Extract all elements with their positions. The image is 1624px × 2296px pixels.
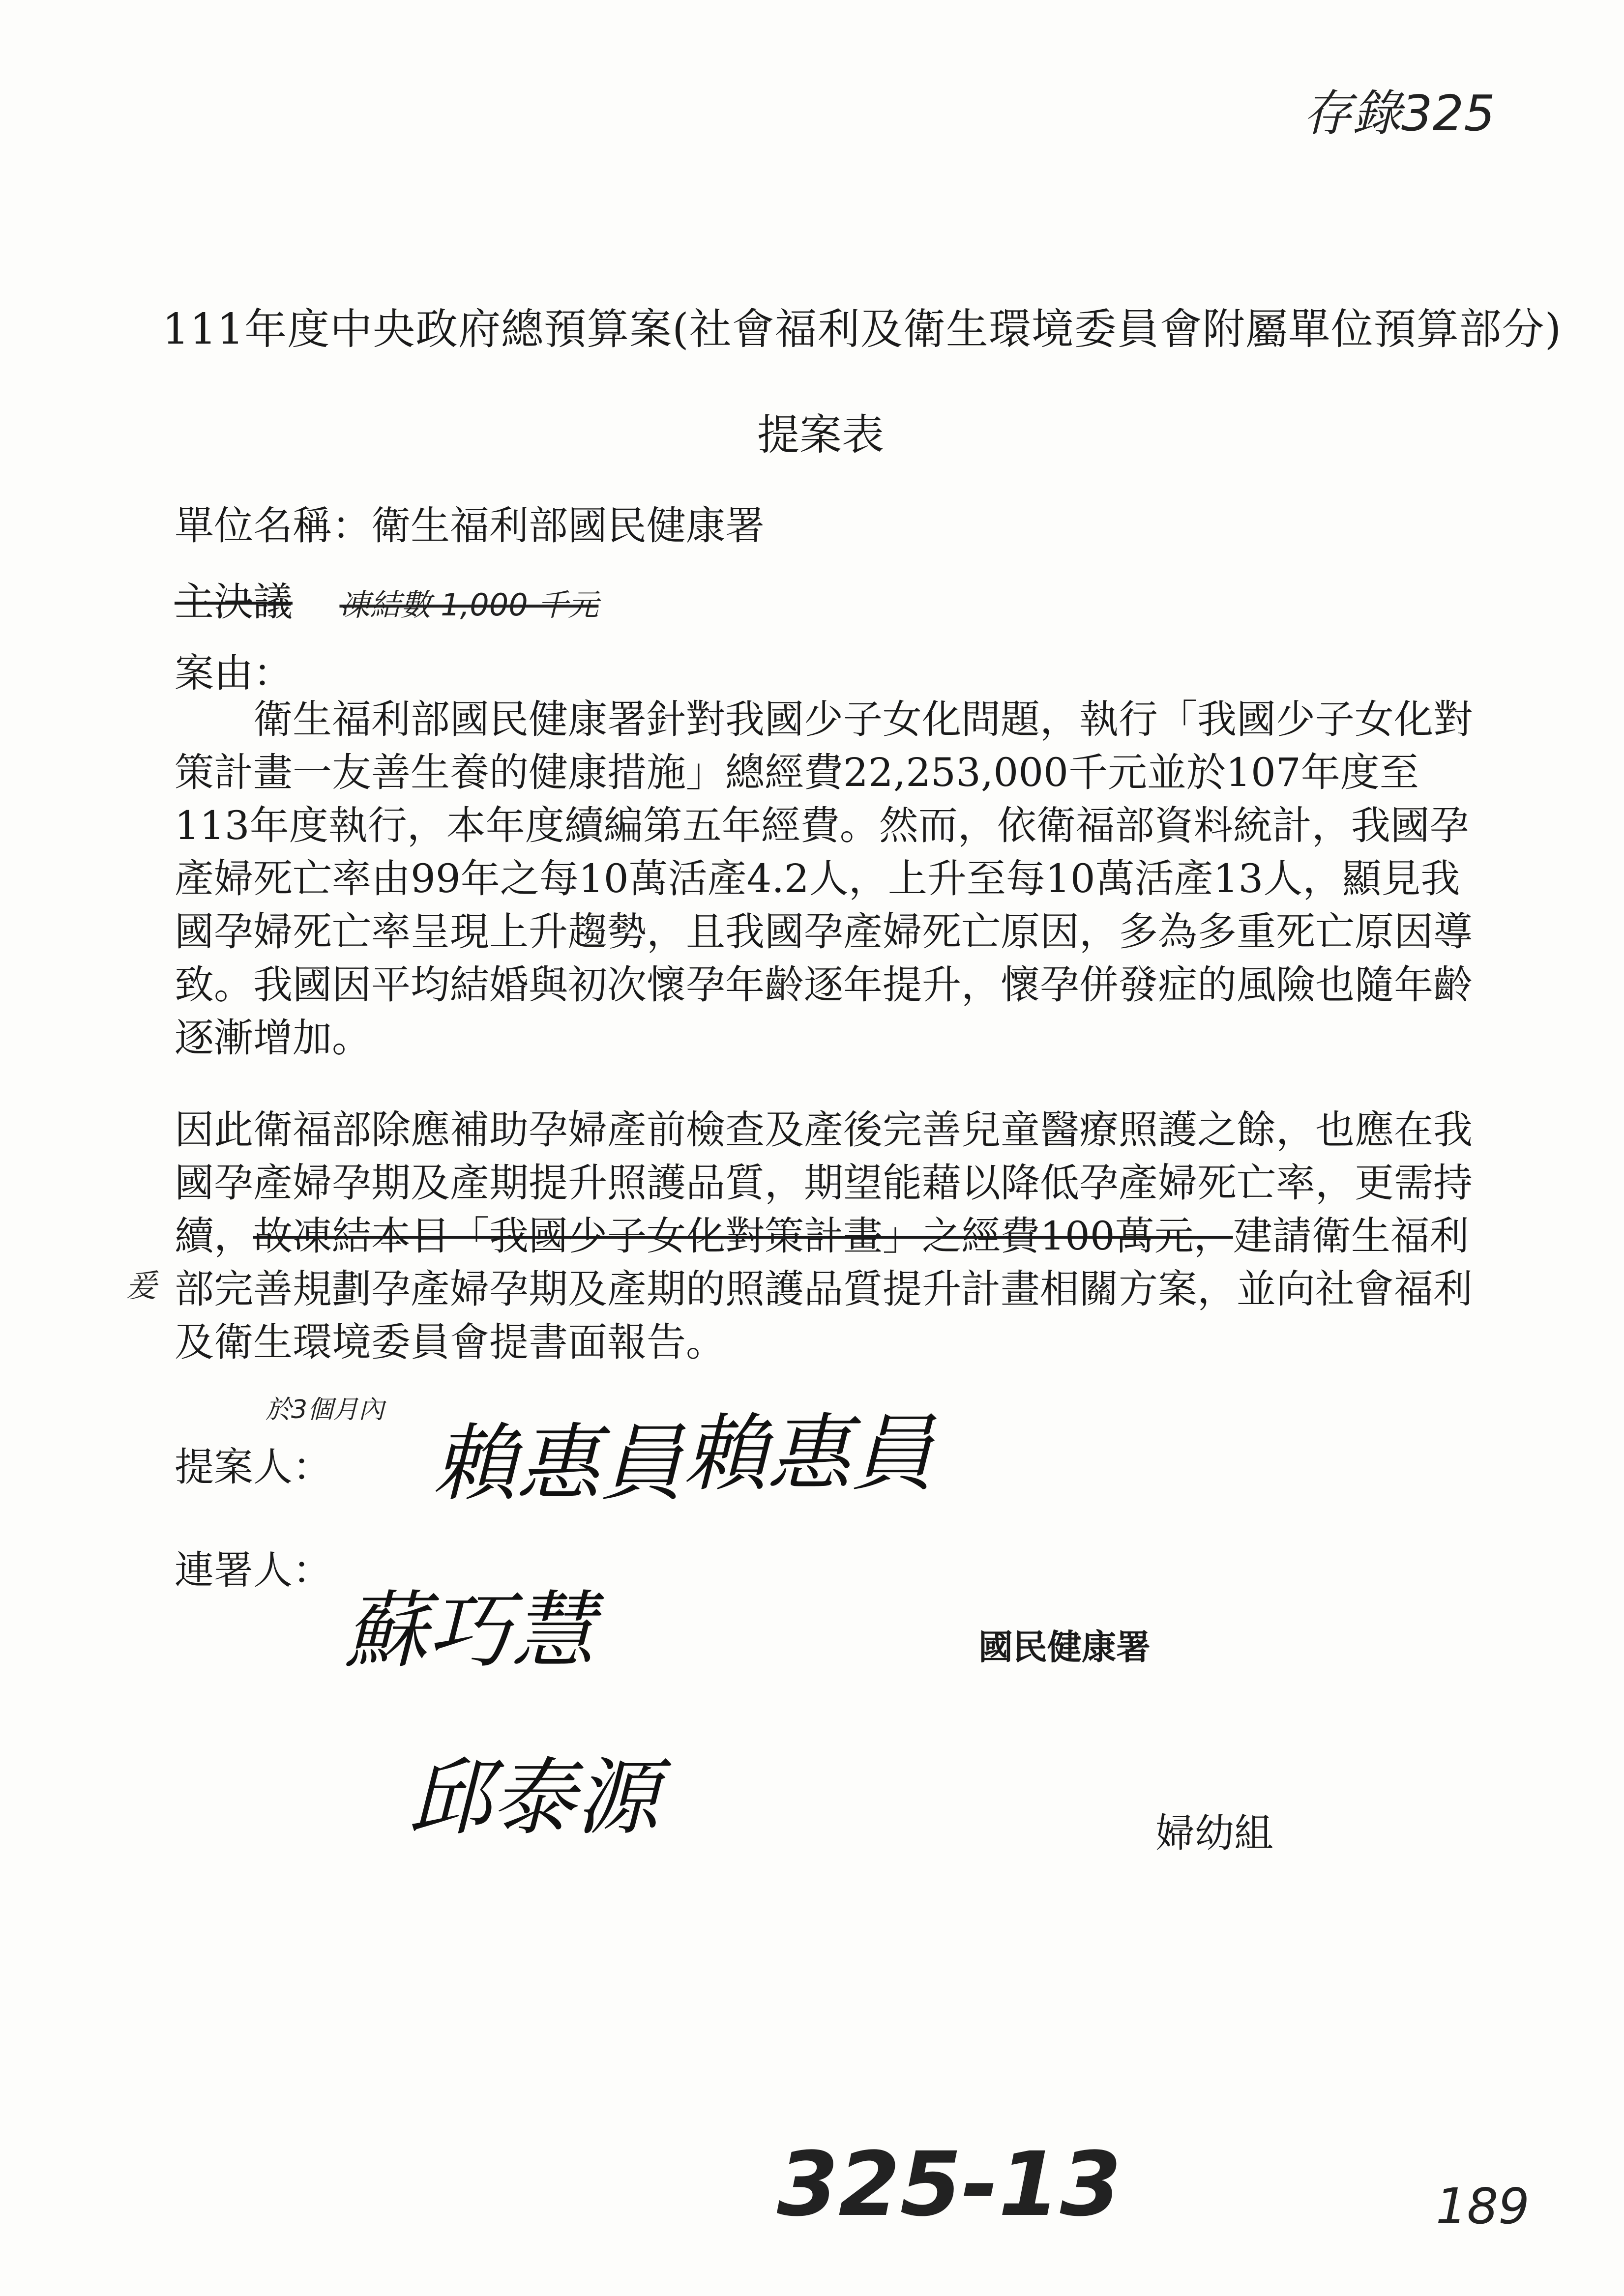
paragraph-2-after: 建請衛生福利部完善規劃孕產婦孕期及產期的照護品質提升計畫相關方案，並向社會福利及衛生環境委員會提書面報告。: [175, 1213, 1473, 1365]
reason-paragraph-2: [175, 1104, 1473, 1369]
page-code: 325-13: [777, 2133, 1122, 2236]
proposer-signature-2: 賴惠員: [683, 1405, 935, 1503]
document-title: 111年度中央政府總預算案(社會福利及衛生環境委員會附屬單位預算部分): [162, 305, 1562, 354]
unit-value: 衛生福利部國民健康署: [371, 503, 765, 549]
division-stamp: 婦幼組: [1155, 1810, 1273, 1856]
paragraph-2-struck: 故凍結本目「我國少子女化對策計畫」之經費100萬元，: [253, 1213, 1233, 1259]
cosigner-label: 連署人：: [175, 1547, 332, 1593]
agency-stamp: 國民健康署: [978, 1627, 1151, 1667]
paragraph-2-before: 因此衛福部除應補助孕婦產前檢查及產後完善兒童醫療照護之餘，也應在我國孕產婦孕期及產期提升照護品質，期望能藉以降低孕產婦死亡率，更需持續，: [175, 1107, 1473, 1259]
document-subtitle: 提案表: [757, 410, 884, 460]
cosigner-signature-2: 邱泰源: [408, 1749, 659, 1847]
page-number: 189: [1436, 2178, 1530, 2235]
reason-paragraph-1: 衛生福利部國民健康署針對我國少子女化問題，執行「我國少子女化對策計畫一友善生養的健康措施」總經費22,253,000千元並於107年度至113年度執行，本年度續編第五年經費。然而，依衛福部資料統計，我國孕產婦死亡率由99年之每10萬活產4.2人，上升至每10萬活產13人，顯見我國孕婦死亡率呈現上升趨勢，且我國孕產婦死亡原因，多為多重死亡原因導致。我國因平均結婚與初次懷孕年齡逐年提升，懷孕併發症的風險也隨年齡逐漸增加。: [175, 697, 1473, 1061]
proposer-signature-1: 賴惠員: [433, 1415, 684, 1512]
unit-label: 單位名稱：: [175, 503, 371, 549]
unit-field: [175, 494, 765, 551]
proposer-label: 提案人：: [175, 1444, 332, 1490]
insert-note: 於3個月內: [266, 1395, 384, 1424]
resolution-field: [175, 570, 598, 627]
margin-note: 爰: [125, 1268, 157, 1305]
archive-note: 存錄325: [1303, 85, 1495, 142]
reason-label: 案由：: [175, 650, 293, 696]
cosigner-signature-1: 蘇巧慧: [344, 1582, 595, 1680]
resolution-label: 主決議: [175, 579, 293, 625]
resolution-struck-note: 凍結數 1,000 千元: [339, 587, 599, 623]
